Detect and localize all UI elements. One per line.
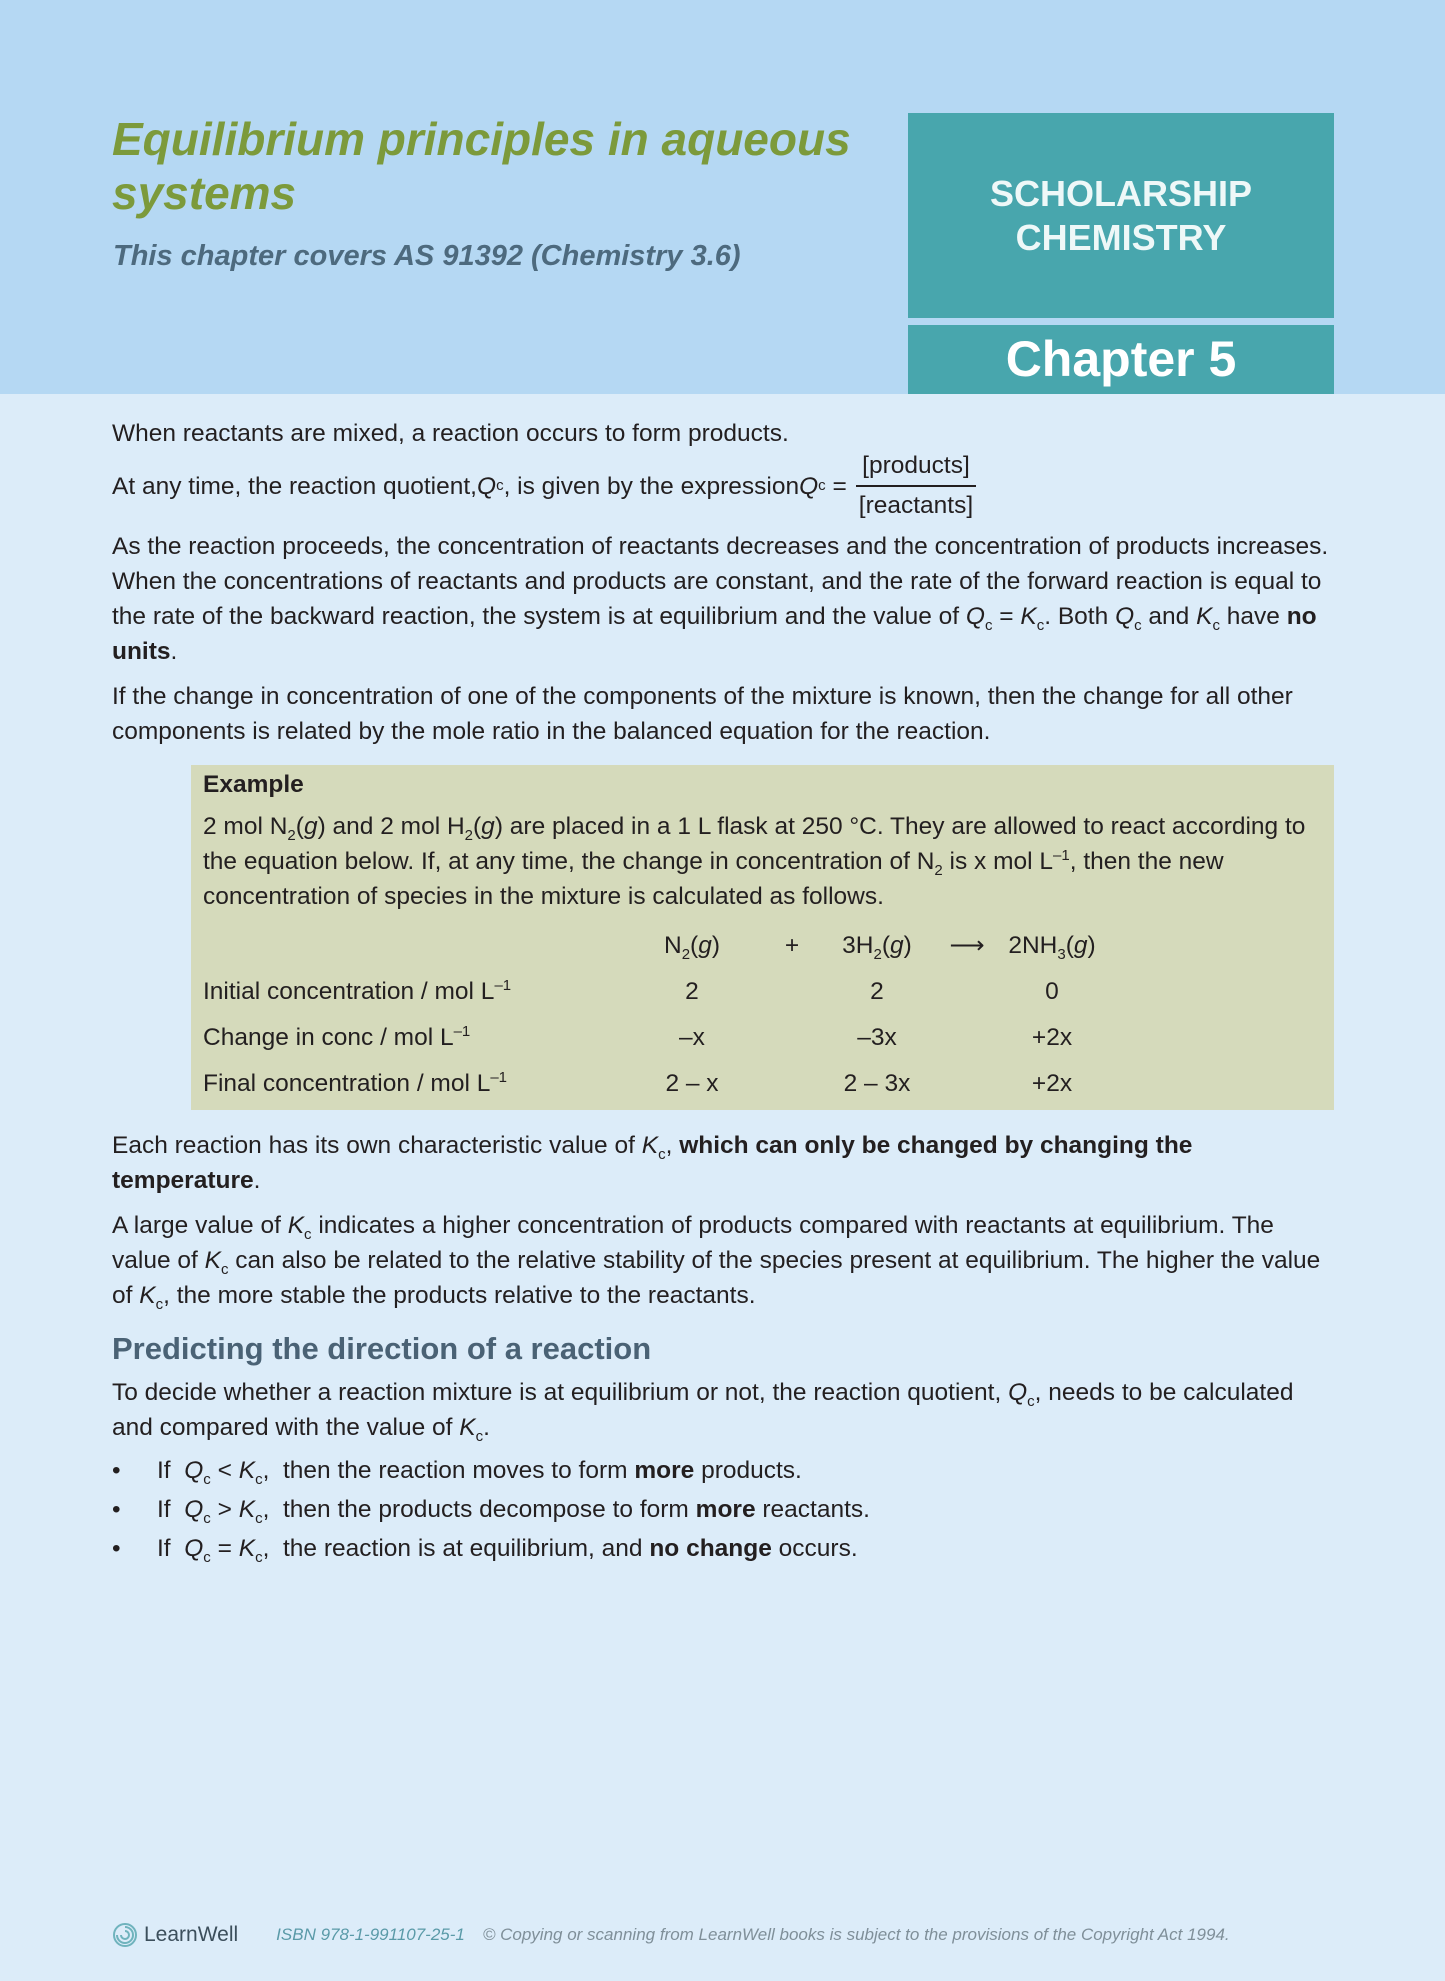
reaction-quotient-line: At any time, the reaction quotient, Q c , is given by the expression Q c = $\frac{\text{[products]}}{\text{[reactants]}}$ <box>112 451 1334 521</box>
example-heading: Example <box>203 771 304 798</box>
rules-list <box>112 1451 1334 1568</box>
chapter-number: Chapter 5 <box>908 325 1334 394</box>
body-paragraph-5: Each reaction has its own characteristic value of $K_c$, which can only be changed by changing the temperature. <box>112 1132 1193 1194</box>
series-line-2: CHEMISTRY <box>1015 216 1227 258</box>
body-paragraph-7: To decide whether a reaction mixture is at equilibrium or not, the reaction quotient, $Q_c$, needs to be calculated and compared with the value of $K_c$. <box>112 1379 1294 1445</box>
learnwell-logo <box>112 1922 238 1948</box>
table-row: Change in conc / mol $L^{-1}$ –x –3x +2x <box>203 1022 1073 1051</box>
ice-table <box>203 922 1107 1106</box>
body-paragraph-6: A large value of $K_c$ indicates a higher concentration of products compared with reactants at equilibrium. The value of $K_c$ can also be related to the relative stability of the species present at equilibrium. The higher the value of $K_c$, the more stable the products relative to the reactants. <box>112 1212 1321 1313</box>
footer <box>112 1917 1334 1953</box>
series-box <box>908 113 1334 318</box>
intro-paragraph-4: If the change in concentration of one of the components of the mixture is known, then the change for all other components is related by the mole ratio in the balanced equation for the reaction. <box>112 683 1293 745</box>
intro-paragraph-3: As the reaction proceeds, the concentration of reactants decreases and the concentration of products increases. When the concentrations of reactants and products are constant, and the rate of the forward reaction is equal to the rate of the backward reaction, the system is at equilibrium and the value of $Q_c = K_c$. Both $Q_c$ and $K_c$ have no units. <box>112 533 1329 665</box>
list-item: • If $Q_c < K_c$, then the reaction moves to form more products. <box>112 1457 802 1488</box>
section-heading: Predicting the direction of a reaction <box>112 1331 652 1366</box>
fraction-denominator: [reactants] <box>858 492 974 519</box>
example-box <box>191 765 1334 1110</box>
isbn: ISBN 978-1-991107-25-1 <box>276 1925 465 1944</box>
copyright-notice: © Copying or scanning from LearnWell books is subject to the provisions of the Copyright Act 1994. <box>482 1925 1230 1944</box>
swirl-logo-icon <box>112 1922 138 1948</box>
list-item: • If $Q_c = K_c$, the reaction is at equilibrium, and no change occurs. <box>112 1535 858 1566</box>
example-text: 2 mol $N_2(g)$ and 2 mol $H_2(g)$ are placed in a 1 L flask at 250 °C. They are allowed to react according to the equation below. If, at any time, the change in concentration of $N_2$ is x mol $L^{-1}$, then the new concentration of species in the mixture is calculated as follows. <box>203 813 1306 910</box>
table-row: Initial concentration / mol $L^{-1}$ 2 2 0 <box>203 976 1059 1005</box>
chapter-subtitle: This chapter covers AS 91392 (Chemistry 3.6) <box>113 240 741 272</box>
intro-paragraph-1: When reactants are mixed, a reaction occurs to form products. <box>112 420 789 447</box>
equation-row: $N_2(g)$ + $3H_2(g)$ ⟶ $2NH_3(g)$ <box>663 931 1096 963</box>
quotient-fraction <box>853 451 979 521</box>
table-row: Final concentration / mol $L^{-1}$ 2 – x 2 – 3x +2x <box>203 1068 1073 1097</box>
series-line-1: SCHOLARSHIP <box>989 172 1253 214</box>
list-item: • If $Q_c > K_c$, then the products decompose to form more reactants. <box>112 1496 870 1527</box>
logo-text: LearnWell <box>144 1923 239 1946</box>
chapter-title: Equilibrium principles in aqueous systems <box>112 113 851 219</box>
fraction-numerator: [products] <box>856 451 976 487</box>
page-content <box>112 416 1334 1568</box>
